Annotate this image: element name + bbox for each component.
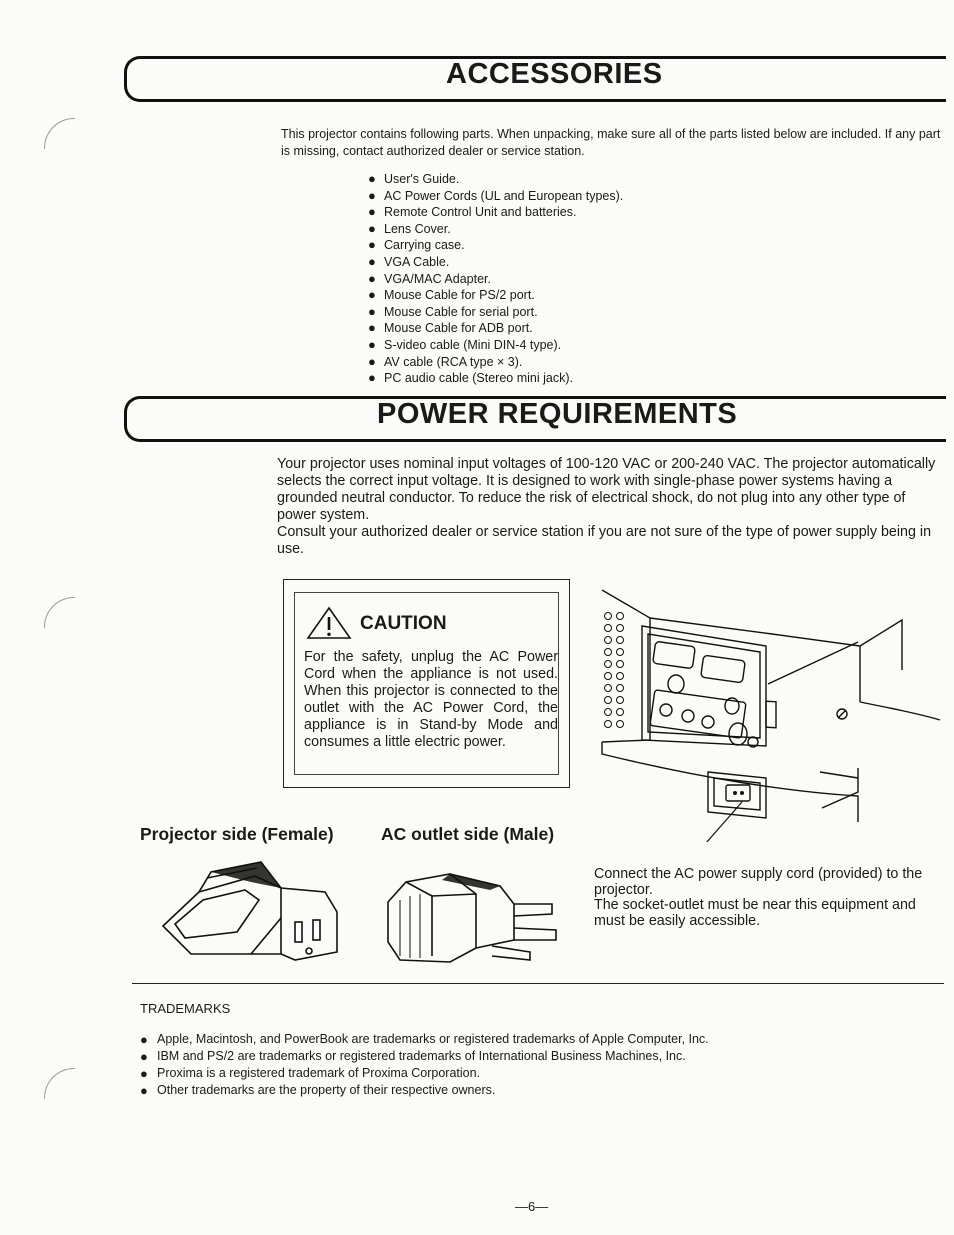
connect-line-1: Connect the AC power supply cord (provided) to the projector. <box>594 866 923 898</box>
list-item: ● AV cable (RCA type × 3). <box>368 354 623 371</box>
punch-hole-middle <box>44 597 75 628</box>
list-item: ● AC Power Cords (UL and European types). <box>368 188 623 205</box>
list-item: ● Mouse Cable for serial port. <box>368 304 623 321</box>
accessories-list <box>368 171 623 387</box>
list-item: ● Proxima is a registered trademark of Proxima Corporation. <box>140 1065 709 1082</box>
list-item: ● PC audio cable (Stereo mini jack). <box>368 370 623 387</box>
warning-triangle-icon <box>306 606 352 640</box>
list-item: ● IBM and PS/2 are trademarks or registered trademarks of International Business Machines, Inc. <box>140 1048 709 1065</box>
list-item: ● VGA Cable. <box>368 254 623 271</box>
trademarks-list <box>140 1031 709 1099</box>
power-header <box>124 396 946 444</box>
list-item: ● Mouse Cable for ADB port. <box>368 320 623 337</box>
connect-line-2: The socket-outlet must be near this equipment and must be easily accessible. <box>594 897 916 929</box>
power-paragraph-1: Your projector uses nominal input voltages of 100-120 VAC or 200-240 VAC. The projector automatically selects the correct input voltage. It is designed to work with single-phase power systems having a grounded neutral conductor. To reduce the risk of electrical shock, do not plug into any other type of power system. <box>277 456 936 523</box>
caution-title: CAUTION <box>360 613 447 634</box>
connect-instructions <box>594 867 934 929</box>
list-item: ● Lens Cover. <box>368 221 623 238</box>
list-item: ● Other trademarks are the property of their respective owners. <box>140 1082 709 1099</box>
outlet-side-label: AC outlet side (Male) <box>381 824 555 844</box>
list-item: ● User's Guide. <box>368 171 623 188</box>
list-item: ● Remote Control Unit and batteries. <box>368 204 623 221</box>
male-plug-illustration <box>380 860 565 970</box>
caution-text: For the safety, unplug the AC Power Cord when the appliance is not used. When this projector is connected to the outlet with the AC Power Cord, the appliance is in Stand-by Mode and consumes a little electric power. <box>304 649 558 750</box>
projector-rear-illustration <box>590 582 950 842</box>
female-plug-illustration <box>155 858 345 968</box>
list-item: ● Carrying case. <box>368 237 623 254</box>
trademarks-divider <box>132 983 944 984</box>
power-description <box>277 456 945 558</box>
accessories-intro: This projector contains following parts. When unpacking, make sure all of the parts listed below are included. If any part is missing, contact authorized dealer or service station. <box>281 127 941 158</box>
power-paragraph-2: Consult your authorized dealer or service station if you are not sure of the type of power supply being in use. <box>277 524 932 557</box>
punch-hole-bottom <box>44 1068 75 1099</box>
accessories-title: ACCESSORIES <box>446 58 663 90</box>
punch-hole-top <box>44 118 75 149</box>
list-item: ● Apple, Macintosh, and PowerBook are trademarks or registered trademarks of Apple Computer, Inc. <box>140 1031 709 1048</box>
page-number: —6— <box>515 1199 549 1214</box>
caution-box <box>283 579 570 788</box>
list-item: ● S-video cable (Mini DIN-4 type). <box>368 337 623 354</box>
projector-side-label: Projector side (Female) <box>140 824 334 844</box>
list-item: ● VGA/MAC Adapter. <box>368 271 623 288</box>
trademarks-title: TRADEMARKS <box>140 1001 231 1016</box>
list-item: ● Mouse Cable for PS/2 port. <box>368 287 623 304</box>
accessories-header <box>124 56 946 104</box>
power-title: POWER REQUIREMENTS <box>377 398 738 430</box>
